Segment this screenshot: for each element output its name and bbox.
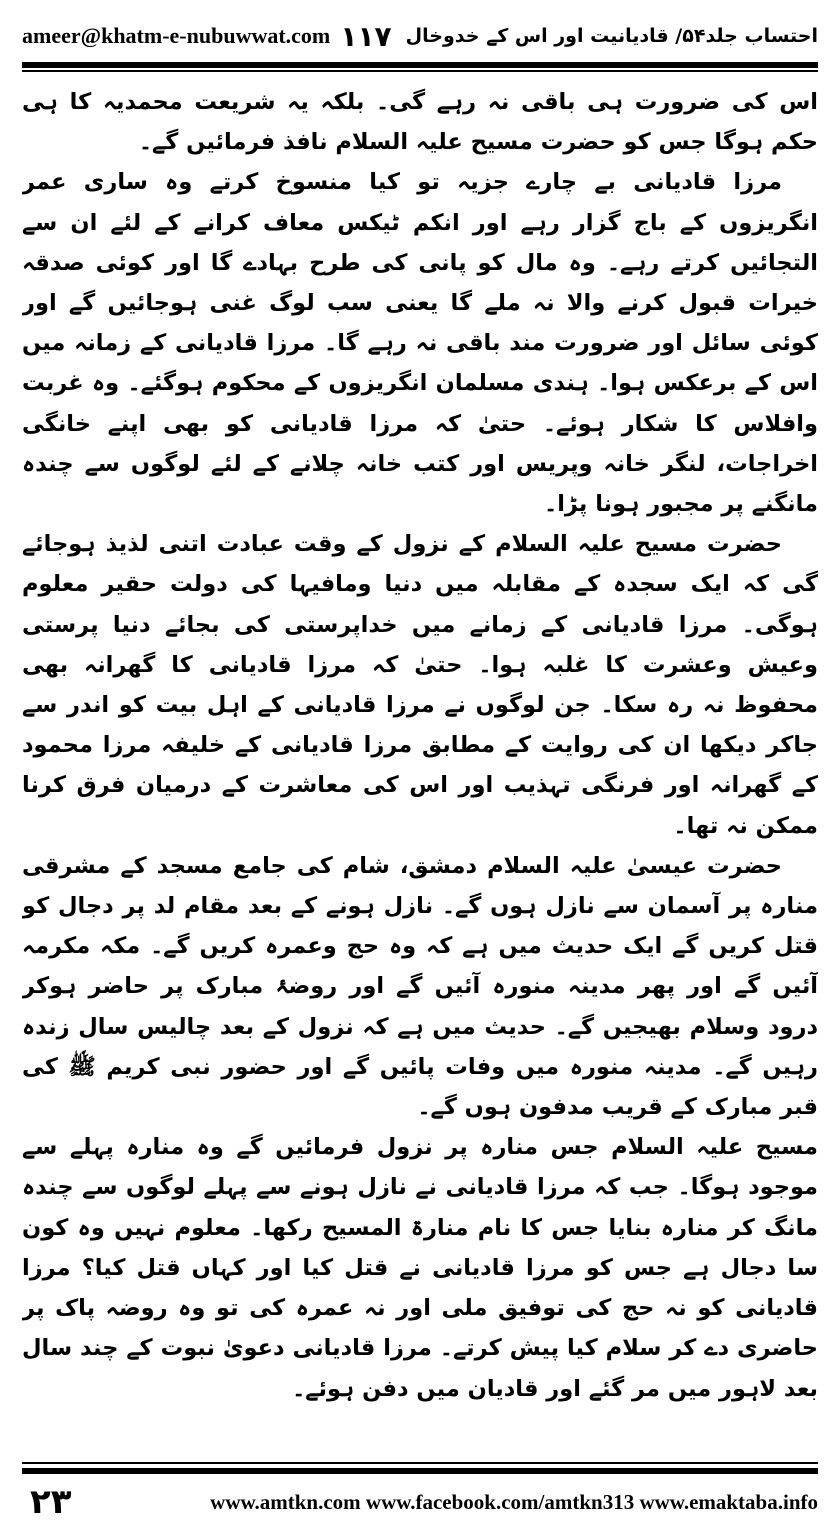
footer-rule-thin [22, 1462, 818, 1464]
page-body [22, 82, 818, 1454]
header-rule-thin [22, 70, 818, 72]
footer-links[interactable]: www.amtkn.com www.facebook.com/amtkn313 www.emaktaba.info [210, 1489, 818, 1514]
header-title-group [340, 20, 818, 53]
paragraph-4: حضرت عیسیٰ علیہ السلام دمشق، شام کی جامع مسجد کے مشرقی منارہ پر آسمان سے نازل ہوں گے۔ نازل ہونے کے بعد مقام لد پر دجال کو قتل کریں گے ایک حدیث میں ہے کہ وہ حج وعمرہ کریں گے۔ مکہ مکرمہ آئیں گے اور پھر مدینہ منورہ آئیں گے اور روضۂ مبارک پر حاضر ہوکر درود وسلام بھیجیں گے۔ حدیث میں ہے کہ نزول کے بعد چالیس سال زندہ رہیں گے۔ مدینہ منورہ میں وفات پائیں گے اور حضور نبی کریم ﷺ کی قبر مبارک کے قریب مدفون ہوں گے۔ [22, 852, 818, 1121]
page-footer [22, 1480, 818, 1524]
header-page-number: ۱۱۷ [340, 19, 392, 53]
paragraph-5: مسیح علیہ السلام جس منارہ پر نزول فرمائیں گے وہ منارہ پہلے سے موجود ہوگا۔ جب کہ مرزا قادیانی نے نازل ہونے سے پہلے لوگوں سے چندہ مانگ کر منارہ بنایا جس کا نام منارۃ المسیح رکھا۔ معلوم نہیں وہ کون سا دجال ہے جس کو مرزا قادیانی نے قتل کیا اور کہاں قتل کیا؟ مرزا قادیانی کو نہ حج کی توفیق ملی اور نہ عمرہ کی تو وہ روضہ پاک پر حاضری دے کر سلام کیا پیش کرتے۔ مرزا قادیانی دعویٰ نبوت کے چند سال بعد لاہور میں مر گئے اور قادیان میں دفن ہوئے۔ [22, 1134, 818, 1402]
header-rule-thick [22, 62, 818, 68]
header-email[interactable]: ameer@khatm-e-nubuwwat.com [22, 23, 331, 48]
page-header [22, 14, 818, 58]
footer-page-number: ۲۳ [30, 1482, 72, 1522]
header-title: احتساب جلد۵۴/ قادیانیت اور اس کے خدوخال [405, 25, 818, 47]
paragraph-1: اس کی ضرورت ہی باقی نہ رہے گی۔ بلکہ یہ شریعت محمدیہ کا ہی حکم ہوگا جس کو حضرت مسیح علیہ السلام نافذ فرمائیں گے۔ [22, 89, 818, 156]
paragraph-3: حضرت مسیح علیہ السلام کے نزول کے وقت عبادت اتنی لذیذ ہوجائے گی کہ ایک سجدہ کے مقابلہ میں دنیا ومافیہا کی دولت حقیر معلوم ہوگی۔ مرزا قادیانی کے زمانے میں خداپرستی کی بجائے دنیا پرستی وعیش وعشرت کا غلبہ ہوا۔ حتیٰ کہ مرزا قادیانی کا گھرانہ بھی محفوظ نہ رہ سکا۔ جن لوگوں نے مرزا قادیانی کے اہل بیت کو اندر سے جاکر دیکھا ان کی روایت کے مطابق مرزا قادیانی کے خلیفہ مرزا محمود کے گھرانہ اور فرنگی تہذیب اور اس کی معاشرت کے درمیان فرق کرنا ممکن نہ تھا۔ [22, 531, 818, 839]
paragraph-2: مرزا قادیانی بے چارے جزیہ تو کیا منسوخ کرتے وہ ساری عمر انگریزوں کے باج گزار رہے اور انکم ٹیکس معاف کرانے کے لئے ان سے التجائیں کرتے رہے۔ وہ مال کو پانی کی طرح بہادے گا اور کوئی صدقہ خیرات قبول کرنے والا نہ ملے گا یعنی سب لوگ غنی ہوجائیں گے اور کوئی سائل اور ضرورت مند باقی نہ رہے گا۔ مرزا قادیانی کے زمانہ میں اس کے برعکس ہوا۔ ہندی مسلمان انگریزوں کے محکوم ہوگئے۔ وہ غربت وافلاس کا شکار ہوئے۔ حتیٰ کہ مرزا قادیانی کو بھی اپنے خانگی اخراجات، لنگر خانہ وپریس اور کتب خانہ چلانے کے لئے لوگوں سے چندہ مانگنے پر مجبور ہونا پڑا۔ [22, 169, 818, 518]
footer-rule-thick [22, 1468, 818, 1474]
